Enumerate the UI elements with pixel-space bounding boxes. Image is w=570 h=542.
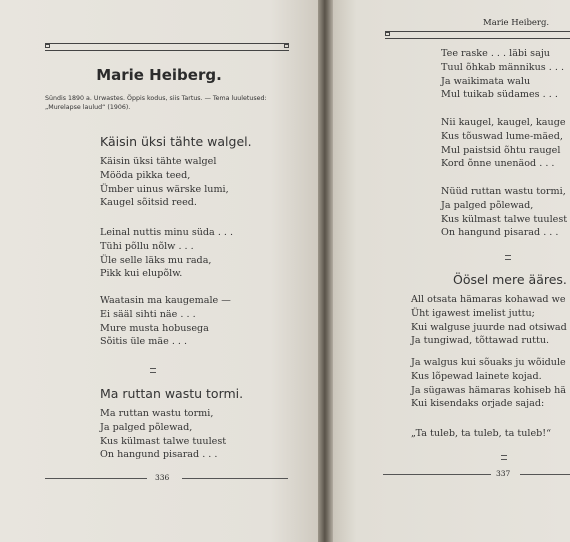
verse-line: Ümber uinus wärske lumi, xyxy=(100,183,229,195)
verse-line: Sõitis üle mäe . . . xyxy=(100,336,188,348)
verse-line: On hangund pisarad . . . xyxy=(100,449,218,461)
section-divider xyxy=(505,255,511,260)
right-page xyxy=(333,0,570,542)
verse-line: Ma ruttan wastu tormi, xyxy=(100,408,214,419)
verse-line: Leinal nuttis minu süda . . . xyxy=(100,227,234,238)
verse-line: Käisin üksi tähte walgel xyxy=(100,156,217,167)
verse-line: Kus külmast talwe tuulest xyxy=(441,213,568,225)
verse-line: Ei sääl sihti näe . . . xyxy=(100,308,196,320)
stanza xyxy=(100,407,226,462)
poem-title: Ma ruttan wastu tormi. xyxy=(100,386,244,401)
verse-line: Kord õnne unenäod . . . xyxy=(441,158,555,170)
bio-line-2: „Murelapse laulud“ (1906). xyxy=(45,104,131,111)
stanza xyxy=(100,294,231,349)
verse-line: All otsata hämaras kohawad we xyxy=(411,294,566,305)
verse-line: Üht igawest imelist juttu; xyxy=(411,307,535,319)
verse-line: Nüüd ruttan wastu tormi, xyxy=(441,186,566,197)
verse-line: Tuul õhkab männikus . . . xyxy=(441,61,565,73)
verse-line: Ja palged põlewad, xyxy=(441,199,534,211)
verse-line: Mul tuikab südames . . . xyxy=(441,89,558,101)
running-head: Marie Heiberg. xyxy=(483,18,550,28)
verse-line: Ja sügawas hämaras kohiseb hä xyxy=(411,384,567,396)
verse-line: Tee raske . . . läbi saju xyxy=(441,48,550,59)
verse-line: Mööda pikka teed, xyxy=(100,169,191,181)
verse-line: Ja waikimata walu xyxy=(441,75,531,87)
footer-rule-right xyxy=(520,474,570,475)
stanza xyxy=(411,427,551,441)
verse-line: „Ta tuleb, ta tuleb, ta tuleb!“ xyxy=(411,428,552,439)
page-number: 336 xyxy=(155,473,170,482)
verse-line: Pikk kui elupõlw. xyxy=(100,268,183,280)
section-divider xyxy=(501,455,507,460)
verse-line: Nii kaugel, kaugel, kauge xyxy=(441,117,566,128)
verse-line: Mure musta hobusega xyxy=(100,322,209,334)
stanza xyxy=(100,226,233,281)
footer-rule-right xyxy=(182,478,288,479)
verse-line: Mul paistsid õhtu raugel xyxy=(441,144,561,156)
verse-line: Kus külmast talwe tuulest xyxy=(100,435,227,447)
stanza xyxy=(441,116,566,171)
verse-line: Kui kisendaks orjade sajad: xyxy=(411,398,545,410)
verse-line: Waatasin ma kaugemale — xyxy=(100,295,231,306)
section-divider xyxy=(150,368,156,373)
poem-title: Öösel mere ääres. xyxy=(453,272,567,287)
stanza xyxy=(441,185,567,240)
bio-line-1: Sündis 1890 a. Urwastes. Öppis kodus, siis Tartus. — Tema luuletused: xyxy=(45,95,267,102)
author-title: Marie Heiberg. xyxy=(96,66,222,84)
book-gutter xyxy=(318,0,333,542)
top-ornament-rule xyxy=(385,31,570,39)
verse-line: Ja walgus kui sõuaks ju wõidule xyxy=(411,357,566,368)
poem-title: Käisin üksi tähte walgel. xyxy=(100,134,252,149)
verse-line: Kui walguse juurde nad otsiwad xyxy=(411,321,567,333)
verse-line: On hangund pisarad . . . xyxy=(441,227,559,239)
verse-line: Kus tõuswad lume-mäed, xyxy=(441,130,563,142)
verse-line: Ja palged põlewad, xyxy=(100,421,193,433)
verse-line: Tühi põllu nõlw . . . xyxy=(100,240,194,252)
verse-line: Kaugel sõitsid reed. xyxy=(100,197,197,209)
stanza xyxy=(411,293,567,348)
page-number: 337 xyxy=(496,469,511,478)
top-ornament-rule xyxy=(45,43,289,51)
footer-rule-left xyxy=(383,474,491,475)
verse-line: Kus lõpewad lainete kojad. xyxy=(411,370,542,382)
stanza xyxy=(100,155,229,210)
stanza xyxy=(411,356,566,411)
stanza xyxy=(441,47,564,102)
verse-line: Üle selle läks mu rada, xyxy=(100,254,212,266)
footer-rule-left xyxy=(45,478,147,479)
verse-line: Ja tungiwad, tõttawad ruttu. xyxy=(411,335,550,347)
